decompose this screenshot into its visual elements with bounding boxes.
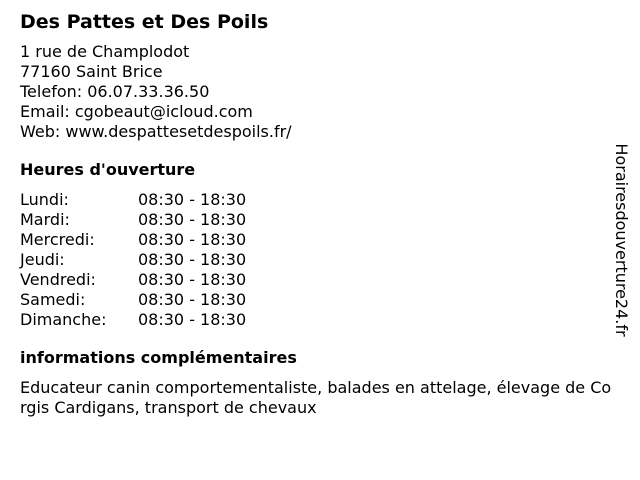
address-city: 77160 Saint Brice <box>20 62 163 81</box>
hours-row-saturday <box>20 290 616 310</box>
phone-line: Telefon: 06.07.33.36.50 <box>20 82 210 101</box>
time-range: 08:30 - 18:30 <box>138 250 247 269</box>
time-range: 08:30 - 18:30 <box>138 230 247 249</box>
address-street: 1 rue de Champlodot <box>20 42 190 61</box>
business-name: Des Pattes et Des Poils <box>20 11 269 33</box>
hours-row-sunday <box>20 310 616 330</box>
hours-row-monday <box>20 190 616 210</box>
info-title: informations complémentaires <box>20 348 297 367</box>
hours-table <box>20 190 616 330</box>
day-label: Mercredi: <box>20 230 95 249</box>
website-line: Web: www.despattesetdespoils.fr/ <box>20 122 292 141</box>
time-range: 08:30 - 18:30 <box>138 270 247 289</box>
hours-row-tuesday <box>20 210 616 230</box>
day-label: Samedi: <box>20 290 86 309</box>
info-description: Educateur canin comportementaliste, balades en attelage, élevage de Corgis Cardigans, transport de chevaux <box>20 378 612 417</box>
time-range: 08:30 - 18:30 <box>138 190 247 209</box>
hours-row-thursday <box>20 250 616 270</box>
email-line: Email: cgobeaut@icloud.com <box>20 102 253 121</box>
hours-title: Heures d'ouverture <box>20 160 196 179</box>
hours-row-friday <box>20 270 616 290</box>
day-label: Jeudi: <box>20 250 65 269</box>
day-label: Mardi: <box>20 210 70 229</box>
day-label: Dimanche: <box>20 310 107 329</box>
time-range: 08:30 - 18:30 <box>138 290 247 309</box>
hours-row-wednesday <box>20 230 616 250</box>
site-watermark: Horairesdouverture24.fr <box>612 143 631 337</box>
time-range: 08:30 - 18:30 <box>138 210 247 229</box>
time-range: 08:30 - 18:30 <box>138 310 247 329</box>
business-card <box>20 10 616 418</box>
day-label: Vendredi: <box>20 270 96 289</box>
day-label: Lundi: <box>20 190 69 209</box>
